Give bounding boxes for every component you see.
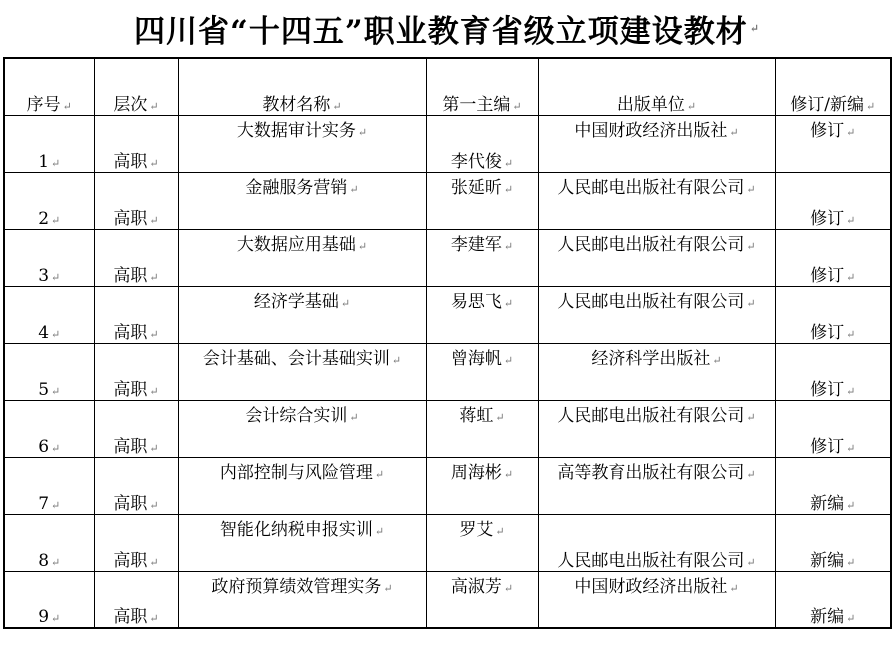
cell-text: 高职 (113, 379, 148, 400)
paragraph-mark-icon: ↵ (332, 99, 342, 113)
cell-editor (426, 400, 538, 457)
paragraph-mark-icon: ↵ (149, 270, 159, 284)
cell-status (775, 229, 891, 286)
paragraph-mark-icon: ↵ (383, 581, 393, 595)
paragraph-mark-icon: ↵ (51, 327, 61, 341)
paragraph-mark-icon: ↵ (62, 99, 72, 113)
cell-name (178, 229, 426, 286)
cell-text: 修订 (810, 265, 845, 286)
paragraph-mark-icon: ↵ (349, 410, 359, 424)
cell-index (4, 571, 94, 628)
header-text: 修订/新编 (790, 94, 864, 115)
cell-status (775, 571, 891, 628)
paragraph-mark-icon: ↵ (729, 125, 739, 139)
cell-publisher (538, 457, 775, 514)
paragraph-mark-icon: ↵ (503, 182, 514, 196)
cell-text: 政府预算绩效管理实务 (211, 576, 382, 597)
cell-status (775, 400, 891, 457)
cell-publisher (538, 229, 775, 286)
cell-text: 修订 (810, 436, 845, 457)
cell-text: 蒋虹 (459, 405, 494, 426)
cell-text: 曾海帆 (450, 348, 502, 369)
header-text: 序号 (26, 94, 61, 115)
table-row (4, 457, 891, 514)
cell-editor (426, 172, 538, 229)
paragraph-mark-icon: ↵ (357, 239, 368, 253)
table-row (4, 514, 891, 571)
cell-text: 人民邮电出版社有限公司 (557, 405, 745, 426)
paragraph-mark-icon: ↵ (51, 384, 61, 398)
cell-text: 罗艾 (459, 519, 494, 540)
paragraph-mark-icon: ↵ (746, 296, 756, 310)
paragraph-mark-icon: ↵ (512, 99, 522, 113)
cell-text: 周海彬 (450, 462, 502, 483)
cell-text: 经济科学出版社 (591, 348, 711, 369)
cell-level (94, 457, 178, 514)
page-title-text: 四川省“十四五”职业教育省级立项建设教材 (134, 14, 748, 50)
paragraph-mark-icon: ↵ (503, 296, 514, 310)
cell-publisher (538, 172, 775, 229)
cell-text: 新编 (810, 493, 845, 514)
cell-status (775, 286, 891, 343)
paragraph-mark-icon: ↵ (503, 353, 514, 367)
paragraph-mark-icon: ↵ (749, 22, 760, 35)
paragraph-mark-icon: ↵ (846, 441, 856, 455)
cell-index (4, 343, 94, 400)
header-status (775, 58, 891, 115)
cell-text: 6 (38, 436, 50, 457)
cell-editor (426, 571, 538, 628)
cell-text: 人民邮电出版社有限公司 (557, 177, 745, 198)
paragraph-mark-icon: ↵ (51, 270, 61, 284)
cell-level (94, 172, 178, 229)
cell-text: 高职 (113, 493, 148, 514)
cell-index (4, 514, 94, 571)
paragraph-mark-icon: ↵ (149, 612, 159, 625)
cell-name (178, 115, 426, 172)
cell-status (775, 343, 891, 400)
paragraph-mark-icon: ↵ (729, 581, 739, 595)
cell-text: 高职 (113, 436, 148, 457)
cell-text: 高职 (113, 322, 148, 343)
cell-text: 经济学基础 (253, 291, 339, 312)
cell-editor (426, 514, 538, 571)
cell-name (178, 343, 426, 400)
paragraph-mark-icon: ↵ (374, 524, 385, 538)
cell-text: 张延昕 (450, 177, 502, 198)
cell-name (178, 571, 426, 628)
header-text: 第一主编 (442, 94, 511, 115)
cell-text: 3 (38, 265, 50, 286)
cell-text: 内部控制与风险管理 (219, 462, 373, 483)
cell-index (4, 115, 94, 172)
paragraph-mark-icon: ↵ (846, 270, 856, 284)
cell-text: 智能化纳税申报实训 (219, 519, 373, 540)
table-row (4, 172, 891, 229)
cell-level (94, 571, 178, 628)
cell-text: 新编 (810, 550, 845, 571)
cell-text: 人民邮电出版社有限公司 (557, 291, 745, 312)
paragraph-mark-icon: ↵ (349, 182, 359, 196)
cell-publisher (538, 286, 775, 343)
page-title (0, 0, 894, 57)
cell-index (4, 400, 94, 457)
paragraph-mark-icon: ↵ (846, 384, 856, 398)
paragraph-mark-icon: ↵ (846, 498, 856, 512)
paragraph-mark-icon: ↵ (374, 467, 385, 481)
paragraph-mark-icon: ↵ (51, 498, 61, 512)
textbook-table (3, 57, 892, 629)
cell-text: 李代俊 (450, 151, 502, 172)
cell-name (178, 400, 426, 457)
cell-text: 4 (38, 322, 50, 343)
cell-text: 金融服务营销 (245, 177, 348, 198)
cell-level (94, 343, 178, 400)
paragraph-mark-icon: ↵ (846, 555, 856, 569)
paragraph-mark-icon: ↵ (846, 125, 856, 139)
cell-status (775, 457, 891, 514)
paragraph-mark-icon: ↵ (495, 524, 505, 538)
cell-status (775, 172, 891, 229)
paragraph-mark-icon: ↵ (746, 467, 756, 481)
cell-text: 8 (38, 550, 50, 571)
table-row (4, 343, 891, 400)
cell-name (178, 172, 426, 229)
cell-editor (426, 286, 538, 343)
cell-status (775, 115, 891, 172)
cell-text: 高职 (113, 265, 148, 286)
cell-text: 人民邮电出版社有限公司 (557, 550, 745, 571)
paragraph-mark-icon: ↵ (503, 239, 514, 253)
cell-index (4, 286, 94, 343)
cell-editor (426, 229, 538, 286)
cell-text: 1 (38, 151, 50, 172)
cell-index (4, 229, 94, 286)
cell-text: 修订 (810, 322, 845, 343)
paragraph-mark-icon: ↵ (51, 612, 61, 625)
paragraph-mark-icon: ↵ (712, 353, 722, 367)
cell-text: 修订 (810, 120, 845, 141)
paragraph-mark-icon: ↵ (503, 581, 514, 595)
paragraph-mark-icon: ↵ (51, 555, 61, 569)
paragraph-mark-icon: ↵ (149, 441, 159, 455)
paragraph-mark-icon: ↵ (149, 99, 159, 113)
header-text: 出版单位 (616, 94, 685, 115)
cell-text: 修订 (810, 208, 845, 229)
cell-publisher (538, 115, 775, 172)
cell-editor (426, 457, 538, 514)
header-text: 教材名称 (262, 94, 331, 115)
paragraph-mark-icon: ↵ (149, 498, 159, 512)
cell-text: 高淑芳 (450, 576, 502, 597)
cell-text: 高职 (113, 607, 148, 627)
cell-text: 易思飞 (450, 291, 502, 312)
table-row (4, 115, 891, 172)
paragraph-mark-icon: ↵ (340, 296, 351, 310)
paragraph-mark-icon: ↵ (503, 467, 514, 481)
cell-text: 大数据审计实务 (236, 120, 356, 141)
cell-text: 中国财政经济出版社 (574, 120, 728, 141)
paragraph-mark-icon: ↵ (149, 156, 159, 170)
cell-name (178, 457, 426, 514)
paragraph-mark-icon: ↵ (746, 239, 756, 253)
table-row (4, 400, 891, 457)
cell-text: 2 (38, 208, 50, 229)
cell-publisher (538, 514, 775, 571)
cell-editor (426, 343, 538, 400)
header-publisher (538, 58, 775, 115)
cell-level (94, 115, 178, 172)
paragraph-mark-icon: ↵ (149, 384, 159, 398)
table-row (4, 229, 891, 286)
paragraph-mark-icon: ↵ (746, 182, 756, 196)
paragraph-mark-icon: ↵ (391, 353, 402, 367)
cell-text: 7 (38, 493, 50, 514)
table-header-row (4, 58, 891, 115)
paragraph-mark-icon: ↵ (51, 213, 61, 227)
cell-text: 9 (38, 607, 50, 627)
header-name (178, 58, 426, 115)
cell-text: 新编 (810, 607, 845, 627)
cell-name (178, 286, 426, 343)
paragraph-mark-icon: ↵ (503, 156, 514, 170)
cell-index (4, 457, 94, 514)
cell-level (94, 286, 178, 343)
cell-text: 人民邮电出版社有限公司 (557, 234, 745, 255)
cell-level (94, 514, 178, 571)
cell-text: 中国财政经济出版社 (574, 576, 728, 597)
table-row (4, 571, 891, 628)
paragraph-mark-icon: ↵ (846, 612, 856, 625)
cell-status (775, 514, 891, 571)
cell-text: 李建军 (450, 234, 502, 255)
paragraph-mark-icon: ↵ (686, 99, 697, 113)
cell-text: 会计综合实训 (245, 405, 348, 426)
paragraph-mark-icon: ↵ (866, 99, 876, 113)
header-level (94, 58, 178, 115)
cell-text: 高等教育出版社有限公司 (557, 462, 745, 483)
paragraph-mark-icon: ↵ (495, 410, 505, 424)
cell-text: 大数据应用基础 (236, 234, 356, 255)
paragraph-mark-icon: ↵ (846, 213, 856, 227)
cell-level (94, 229, 178, 286)
paragraph-mark-icon: ↵ (51, 156, 61, 170)
cell-index (4, 172, 94, 229)
paragraph-mark-icon: ↵ (746, 410, 756, 424)
table-row (4, 286, 891, 343)
header-text: 层次 (113, 94, 148, 115)
cell-level (94, 400, 178, 457)
cell-publisher (538, 400, 775, 457)
paragraph-mark-icon: ↵ (51, 441, 61, 455)
cell-name (178, 514, 426, 571)
header-editor (426, 58, 538, 115)
cell-text: 高职 (113, 151, 148, 172)
cell-text: 修订 (810, 379, 845, 400)
header-index (4, 58, 94, 115)
cell-text: 会计基础、会计基础实训 (202, 348, 390, 369)
cell-text: 5 (38, 379, 50, 400)
cell-editor (426, 115, 538, 172)
paragraph-mark-icon: ↵ (149, 555, 159, 569)
cell-publisher (538, 343, 775, 400)
paragraph-mark-icon: ↵ (149, 327, 159, 341)
cell-text: 高职 (113, 550, 148, 571)
paragraph-mark-icon: ↵ (149, 213, 159, 227)
paragraph-mark-icon: ↵ (746, 555, 756, 569)
paragraph-mark-icon: ↵ (846, 327, 856, 341)
paragraph-mark-icon: ↵ (357, 125, 368, 139)
cell-text: 高职 (113, 208, 148, 229)
cell-publisher (538, 571, 775, 628)
